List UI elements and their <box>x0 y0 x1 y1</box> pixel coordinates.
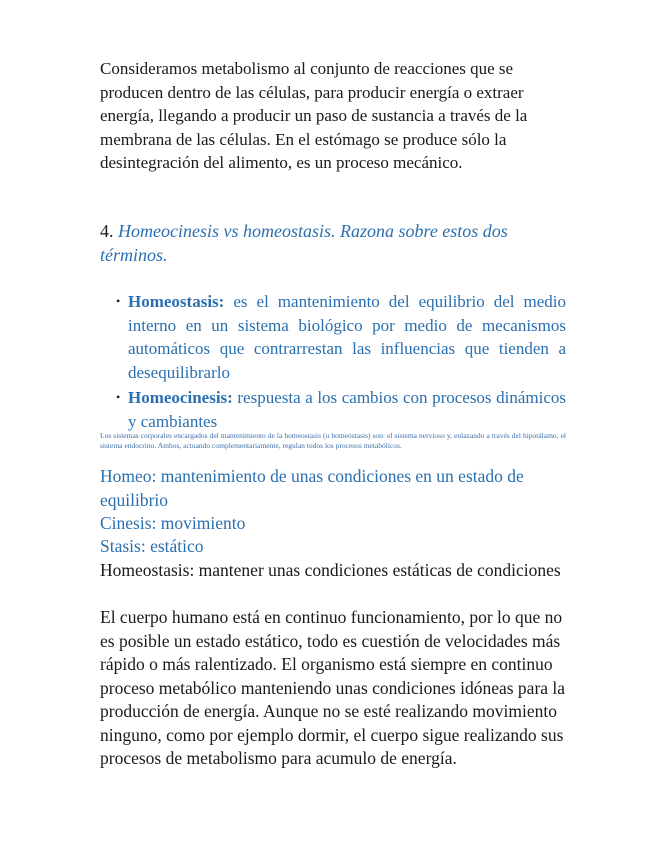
homeo-line: Homeo: mantenimiento de unas condiciones en un estado de equilibrio <box>100 466 524 510</box>
body-paragraph: El cuerpo humano está en continuo funcionamiento, por lo que no es posible un estado estático, todo es cuestión de velocidades más rápido o más ralentizado. El organismo está siempre en continuo proceso metabólico manteniendo unas condiciones idóneas para la producción de energía. Aunque no se esté realizando movimiento ninguno, como por ejemplo dormir, el cuerpo sigue realizando sus procesos de metabolismo para acumulo de energía. <box>100 607 566 768</box>
list-item <box>116 386 566 433</box>
definition-term: Homeocinesis: <box>128 388 233 407</box>
bullet-icon: • <box>116 294 121 308</box>
homeostasis-definition: Homeostasis: mantener unas condiciones estáticas de condiciones <box>100 560 561 580</box>
definitions-list <box>116 290 566 435</box>
definition-text: respuesta a los cambios con procesos dinámicos y cambiantes <box>128 388 566 431</box>
definition-term: Homeostasis: <box>128 292 225 311</box>
question-text: Homeocinesis vs homeostasis. Razona sobre estos dos términos. <box>100 221 508 265</box>
definition-text: es el mantenimiento del equilibrio del medio interno en un sistema biológico por medio de mecanismos automáticos que contrarrestan las influencias que tienden a desequilibrarlo <box>128 292 566 382</box>
bullet-icon: • <box>116 390 121 404</box>
small-note: Los sistemas corporales encargados del mantenimiento de la homeostasis (u homeóstasis) son: el sistema nervioso y, enlazando a través del hipotálamo, el sistema endocrino. Ambos, actuando complementariamente, regulan todos los procesos metabólicos. <box>100 431 566 450</box>
question-heading <box>100 219 570 267</box>
cinesis-line: Cinesis: movimiento <box>100 513 246 533</box>
question-number: 4. <box>100 221 114 241</box>
stasis-line: Stasis: estático <box>100 536 204 556</box>
list-item <box>116 290 566 384</box>
intro-paragraph: Consideramos metabolismo al conjunto de reacciones que se producen dentro de las células, para producir energía o extraer energía, llegando a producir un paso de sustancia a través de la membrana de las células. En el estómago se produce sólo la desintegración del alimento, es un proceso mecánico. <box>100 59 528 172</box>
